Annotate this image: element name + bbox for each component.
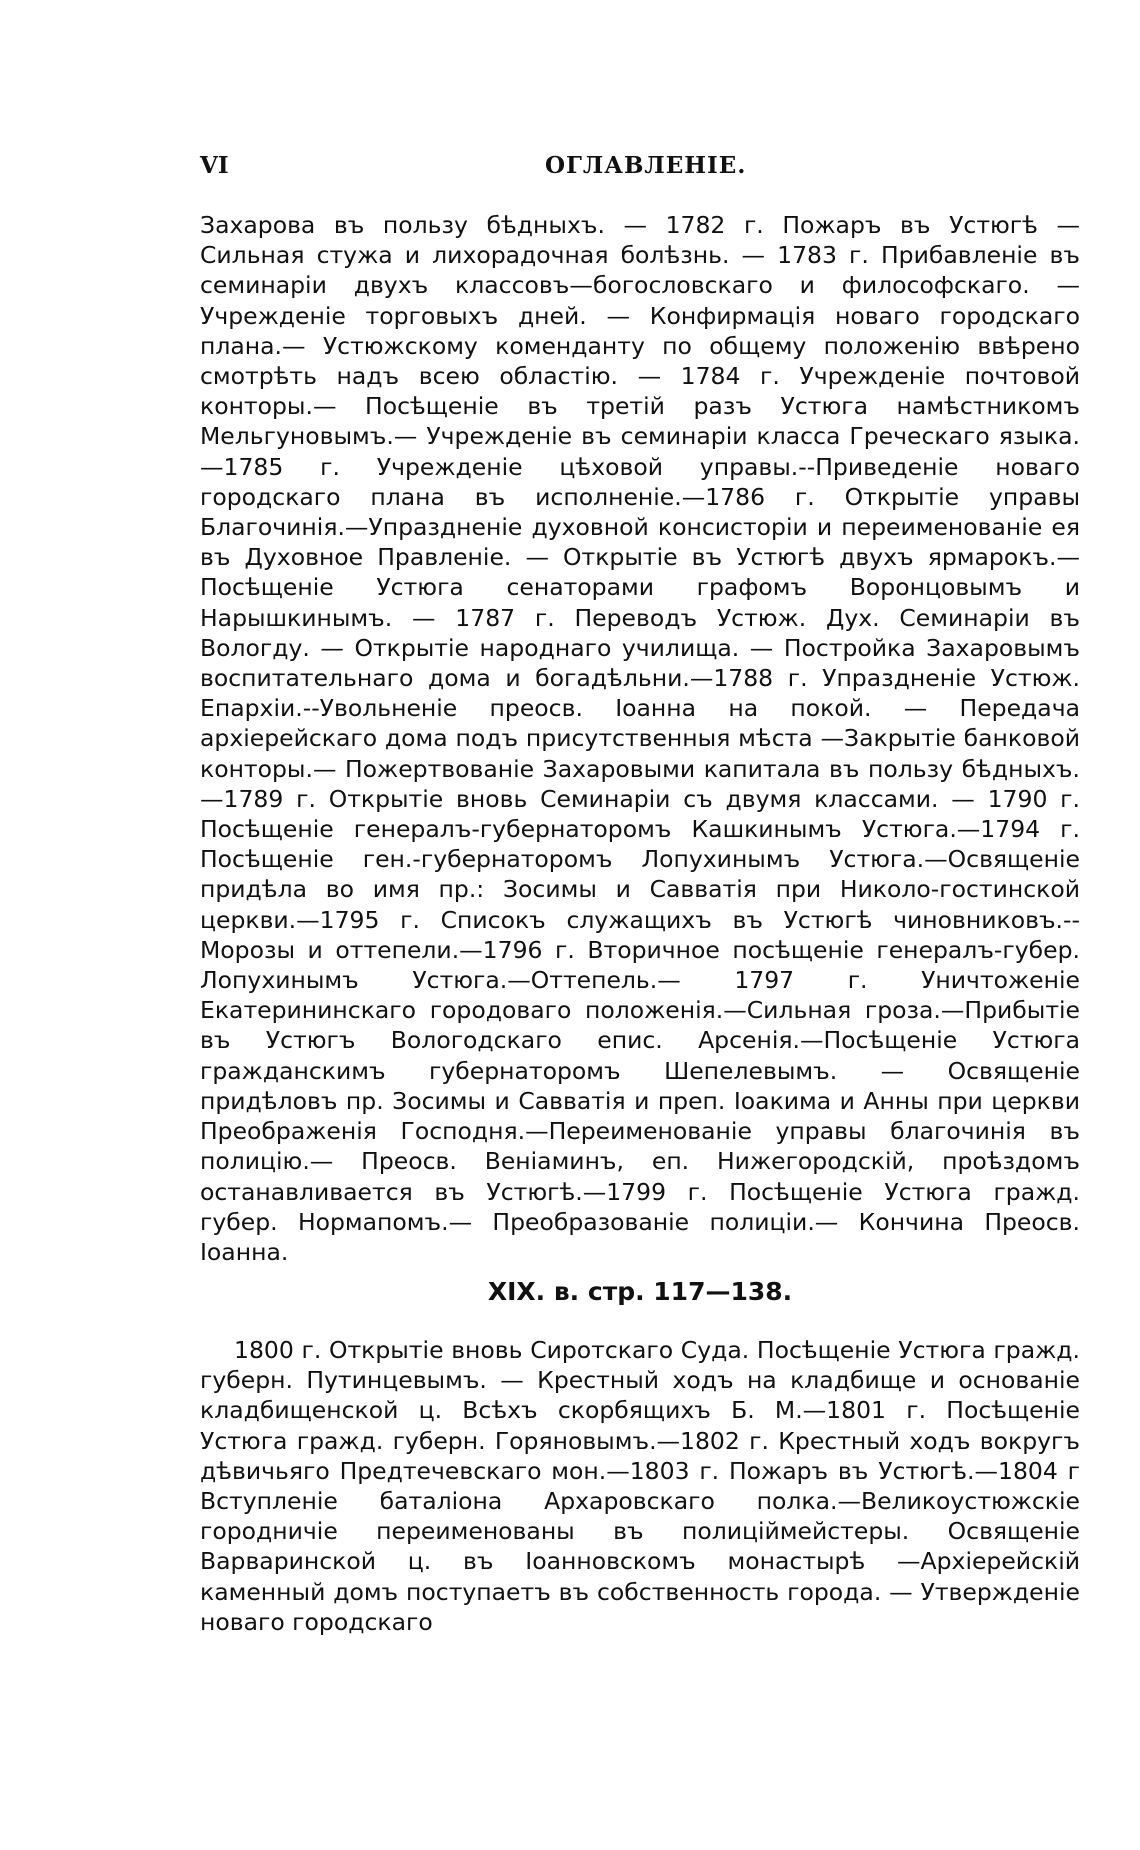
contents-paragraph-19th-century: 1800 г. Открытіе вновь Сиротскаго Суда. Посѣщеніе Устюга гражд. губерн. Путинцевымъ. — Крестный ходъ на кладбище и основаніе кладбищенской ц. Всѣхъ скорбящихъ Б. М.—1801 г. Посѣщеніе Устюга гражд. губерн. Горяновымъ.—1802 г. Крестный ходъ вокругъ дѣвичьяго Предтечевскаго мон.—1803 г. Пожаръ въ Устюгѣ.—1804 г Вступленіе баталіона Архаровскаго полка.—Великоустюжскіе городничіе переименованы въ полиціймейстеры. Освященіе Варваринской ц. въ Іоанновскомъ монастырѣ —Архіерейскій каменный домъ поступаетъ въ собственность города. — Утвержденіе новаго городскаго: [200, 1336, 1080, 1636]
page-number: VI: [200, 152, 229, 179]
page-header: [200, 152, 1080, 192]
contents-paragraph-18th-century: Захарова въ пользу бѣдныхъ. — 1782 г. Пожаръ въ Устюгѣ — Сильная стужа и лихорадочная болѣзнь. — 1783 г. Прибавленіе въ семинаріи двухъ классовъ—богословскаго и философскаго. — Учрежденіе торговыхъ дней. — Конфирмація новаго городскаго плана.— Устюжскому коменданту по общему положенію ввѣрено смотрѣть надъ всею областію. — 1784 г. Учрежденіе почтовой конторы.— Посѣщеніе въ третій разъ Устюга намѣстникомъ Мельгуновымъ.— Учрежденіе въ семинаріи класса Греческаго языка.—1785 г. Учрежденіе цѣховой управы.--Приведеніе новаго городскаго плана въ исполненіе.—1786 г. Открытіе управы Благочинія.—Упраздненіе духовной консисторіи и переименованіе ея въ Духовное Правленіе. — Открытіе въ Устюгѣ двухъ ярмарокъ.—Посѣщеніе Устюга сенаторами графомъ Воронцовымъ и Нарышкинымъ. — 1787 г. Переводъ Устюж. Дух. Семинаріи въ Вологду. — Открытіе народнаго училища. — Постройка Захаровымъ воспитательнаго дома и богадѣльни.—1788 г. Упраздненіе Устюж. Епархіи.--Увольненіе преосв. Іоанна на покой. — Передача архіерейскаго дома подъ присутственныя мѣста —Закрытіе банковой конторы.— Пожертвованіе Захаровыми капитала въ пользу бѣдныхъ.—1789 г. Открытіе вновь Семинаріи съ двумя классами. — 1790 г. Посѣщеніе генералъ-губернаторомъ Кашкинымъ Устюга.—1794 г. Посѣщеніе ген.-губернаторомъ Лопухинымъ Устюга.—Освященіе придѣла во имя пр.: Зосимы и Савватія при Николо-гостинской церкви.—1795 г. Списокъ служащихъ въ Устюгѣ чиновниковъ.--Морозы и оттепели.—1796 г. Вторичное посѣщеніе генералъ-губер. Лопухинымъ Устюга.—Оттепель.— 1797 г. Уничтоженіе Екатерининскаго городоваго положенія.—Сильная гроза.—Прибытіе въ Устюгъ Вологодскаго епис. Арсенія.—Посѣщеніе Устюга гражданскимъ губернаторомъ Шепелевымъ. — Освященіе придѣловъ пр. Зосимы и Савватія и преп. Іоакима и Анны при церкви Преображенія Господня.—Переименованіе управы благочинія въ полицію.— Преосв. Веніаминъ, еп. Нижегородскій, проѣздомъ останавливается въ Устюгѣ.—1799 г. Посѣщеніе Устюга гражд. губер. Нормапомъ.— Преобразованіе полиціи.— Кончина Преосв. Іоанна.: [200, 211, 1080, 1266]
running-title: ОГЛАВЛЕНІЕ.: [545, 152, 747, 179]
section-heading: XIX. в. стр. 117—138.: [487, 1277, 793, 1306]
